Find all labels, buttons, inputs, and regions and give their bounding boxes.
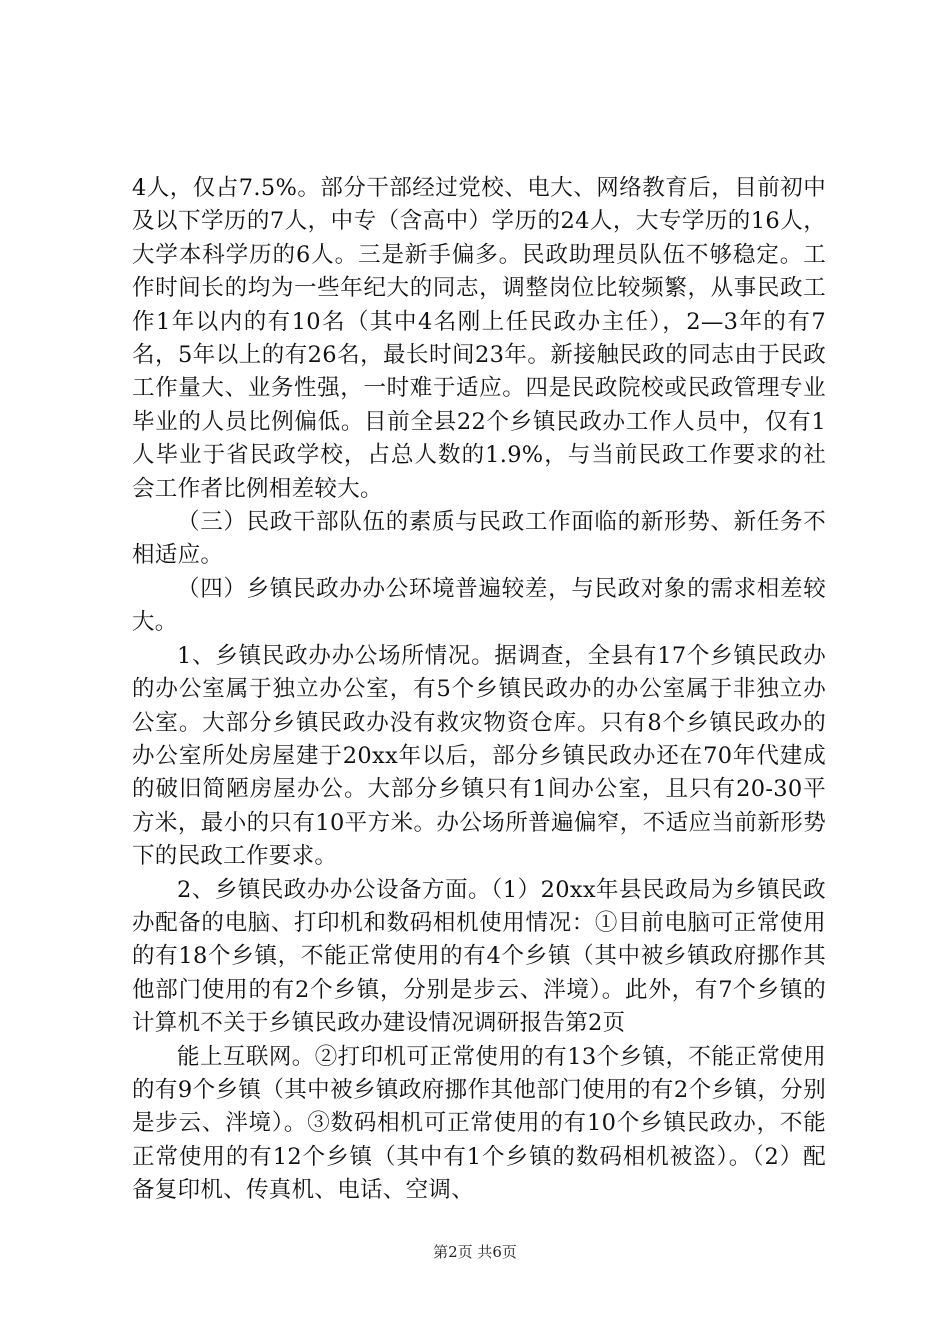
paragraph-3: （四）乡镇民政办办公环境普遍较差，与民政对象的需求相差较大。 [132,575,826,636]
paragraph-4: 1、乡镇民政办办公场所情况。据调查，全县有17个乡镇民政办的办公室属于独立办公室，有5个乡镇民政办的办公室属于非独立办公室。大部分乡镇民政办没有救灾物资仓库。只有8个乡镇民政办的办公室所处房屋建于20xx年以后，部分乡镇民政办还在70年代建成的破旧简陋房屋办公。大部分乡镇只有1间办公室，且只有20-30平方米，最小的只有10平方米。办公场所普遍偏窄，不适应当前新形势下的民政工作要求。 [132,642,826,870]
paragraph-1: 4人，仅占7.5%。部分干部经过党校、电大、网络教育后，目前初中及以下学历的7人，中专（含高中）学历的24人，大专学历的16人，大学本科学历的6人。三是新手偏多。民政助理员队伍不够稳定。工作时间长的均为一些年纪大的同志，调整岗位比较频繁，从事民政工作1年以内的有10名（其中4名刚上任民政办主任），2—3年的有7名，5年以上的有26名，最长时间23年。新接触民政的同志由于民政工作量大、业务性强，一时难于适应。四是民政院校或民政管理专业毕业的人员比例偏低。目前全县22个乡镇民政办工作人员中，仅有1人毕业于省民政学校，占总人数的1.9%，与当前民政工作要求的社会工作者比例相差较大。 [132,175,826,502]
document-body [132,172,826,1208]
paragraph-2: （三）民政干部队伍的素质与民政工作面临的新形势、新任务不相适应。 [132,509,826,569]
paragraph-6: 能上互联网。②打印机可正常使用的有13个乡镇，不能正常使用的有9个乡镇（其中被乡镇政府挪作其他部门使用的有2个乡镇，分别是步云、泮境）。③数码相机可正常使用的有10个乡镇民政办，不能正常使用的有12个乡镇（其中有1个乡镇的数码相机被盗）。（2）配备复印机、传真机、电话、空调、 [132,1043,826,1204]
page-footer: 第2页 共6页 [433,1243,517,1261]
paragraph-5: 2、乡镇民政办办公设备方面。（1）20xx年县民政局为乡镇民政办配备的电脑、打印机和数码相机使用情况：①目前电脑可正常使用的有18个乡镇，不能正常使用的有4个乡镇（其中被乡镇政府挪作其他部门使用的有2个乡镇，分别是步云、泮境）。此外，有7个乡镇的计算机不关于乡镇民政办建设情况调研报告第2页 [132,876,826,1037]
